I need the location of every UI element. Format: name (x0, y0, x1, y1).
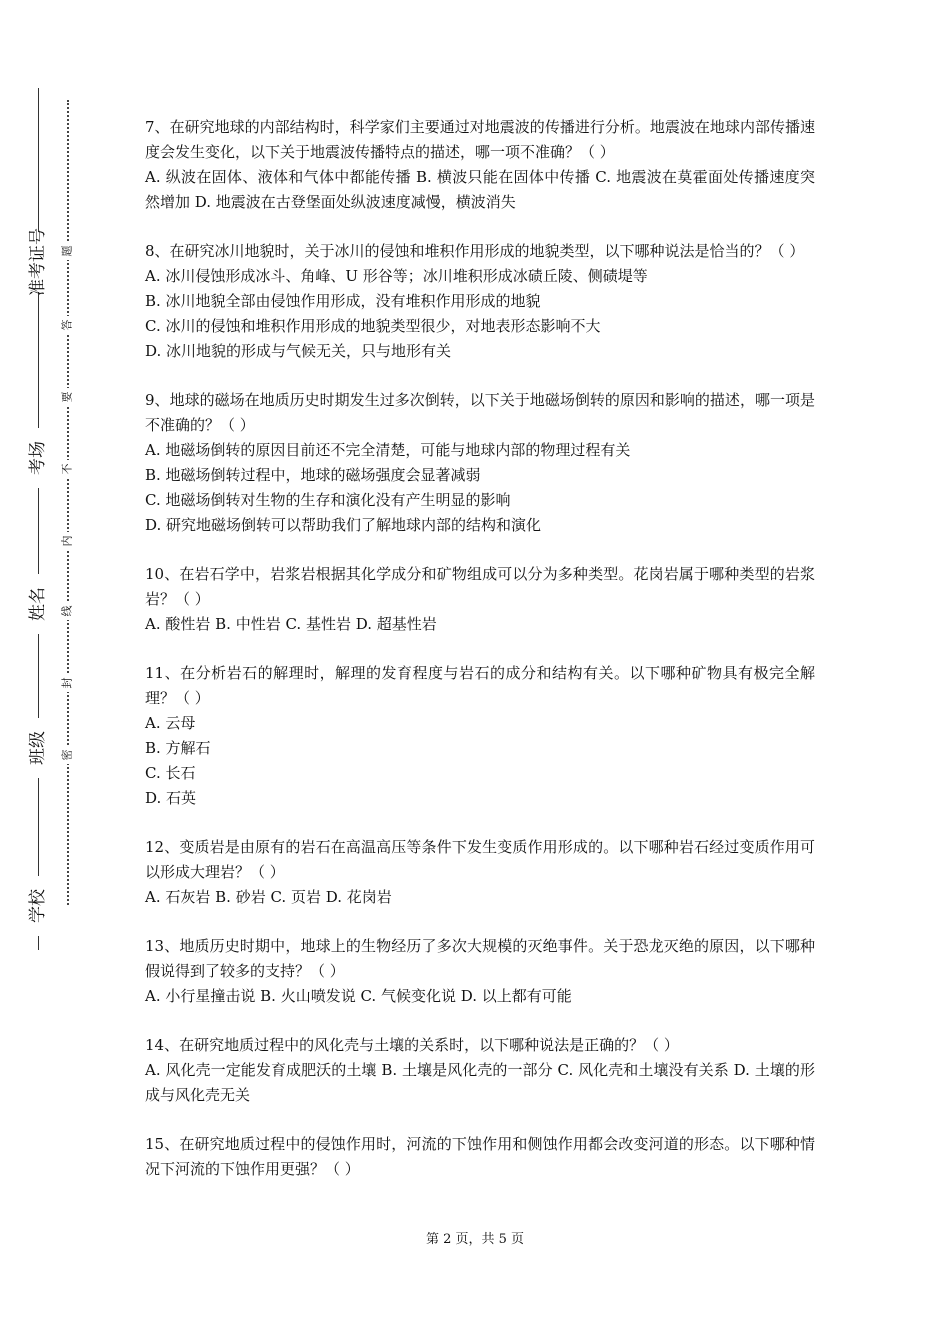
seal-char: 题 (59, 242, 75, 260)
question-options: A. 风化壳一定能发育成肥沃的土壤 B. 土壤是风化壳的一部分 C. 风化壳和土壤没有关系 D. 土壤的形成与风化壳无关 (145, 1061, 815, 1104)
question-15 (145, 1132, 815, 1182)
option-a: A. 地磁场倒转的原因目前还不完全清楚，可能与地球内部的物理过程有关 (145, 441, 631, 459)
seal-char: 密 (59, 746, 75, 764)
question-11 (145, 661, 815, 811)
option-c: C. 地磁场倒转对生物的生存和演化没有产生明显的影响 (145, 491, 511, 509)
option-a: A. 冰川侵蚀形成冰斗、角峰、U 形谷等；冰川堆积形成冰碛丘陵、侧碛堤等 (145, 267, 648, 285)
binding-solid-line (38, 88, 39, 950)
question-stem: 10、在岩石学中，岩浆岩根据其化学成分和矿物组成可以分为多种类型。花岗岩属于哪种类型的岩浆岩？（ ） (145, 565, 815, 608)
field-school: 学校 (22, 876, 54, 936)
option-d: D. 冰川地貌的形成与气候无关，只与地形有关 (145, 342, 452, 360)
question-14 (145, 1033, 815, 1108)
question-list (145, 115, 815, 1206)
question-7 (145, 115, 815, 215)
question-stem: 14、在研究地质过程中的风化壳与土壤的关系时，以下哪种说法是正确的？（ ） (145, 1036, 679, 1054)
question-options: A. 石灰岩 B. 砂岩 C. 页岩 D. 花岗岩 (145, 888, 392, 906)
question-stem: 13、地质历史时期中，地球上的生物经历了多次大规模的灭绝事件。关于恐龙灭绝的原因，以下哪种假说得到了较多的支持？（ ） (145, 937, 815, 980)
seal-char: 不 (59, 460, 75, 478)
question-8 (145, 239, 815, 364)
option-b: B. 地磁场倒转过程中，地球的磁场强度会显著减弱 (145, 466, 481, 484)
page-number: 第 2 页，共 5 页 (425, 1232, 525, 1247)
option-a: A. 云母 (145, 714, 196, 732)
question-10 (145, 562, 815, 637)
question-options: A. 酸性岩 B. 中性岩 C. 基性岩 D. 超基性岩 (145, 615, 437, 633)
question-stem: 8、在研究冰川地貌时，关于冰川的侵蚀和堆积作用形成的地貌类型，以下哪种说法是恰当的？（ ） (145, 242, 805, 260)
seal-dotted-line (67, 100, 69, 905)
question-stem: 11、在分析岩石的解理时，解理的发育程度与岩石的成分和结构有关。以下哪种矿物具有极完全解理？（ ） (145, 664, 815, 707)
field-class: 班级 (22, 718, 54, 778)
question-12 (145, 835, 815, 910)
option-b: B. 方解石 (145, 739, 211, 757)
option-c: C. 冰川的侵蚀和堆积作用形成的地貌类型很少，对地表形态影响不大 (145, 317, 601, 335)
option-b: B. 冰川地貌全部由侵蚀作用形成，没有堆积作用形成的地貌 (145, 292, 541, 310)
seal-char: 内 (59, 532, 75, 550)
question-stem: 12、变质岩是由原有的岩石在高温高压等条件下发生变质作用形成的。以下哪种岩石经过变质作用可以形成大理岩？（ ） (145, 838, 815, 881)
binding-strip (0, 0, 100, 1000)
question-stem: 7、在研究地球的内部结构时，科学家们主要通过对地震波的传播进行分析。地震波在地球内部传播速度会发生变化，以下关于地震波传播特点的描述，哪一项不准确？（ ） (145, 118, 815, 161)
question-stem: 15、在研究地质过程中的侵蚀作用时，河流的下蚀作用和侧蚀作用都会改变河道的形态。以下哪种情况下河流的下蚀作用更强？（ ） (145, 1135, 815, 1178)
option-d: D. 石英 (145, 789, 197, 807)
question-stem: 9、地球的磁场在地质历史时期发生过多次倒转，以下关于地磁场倒转的原因和影响的描述，哪一项是不准确的？（ ） (145, 391, 815, 434)
seal-char: 封 (59, 674, 75, 692)
seal-char: 要 (59, 388, 75, 406)
option-c: C. 长石 (145, 764, 196, 782)
option-d: D. 研究地磁场倒转可以帮助我们了解地球内部的结构和演化 (145, 516, 542, 534)
field-exam-room: 考场 (22, 428, 54, 488)
question-options: A. 纵波在固体、液体和气体中都能传播 B. 横波只能在固体中传播 C. 地震波在莫霍面处传播速度突然增加 D. 地震波在古登堡面处纵波速度减慢，横波消失 (145, 168, 815, 211)
question-options: A. 小行星撞击说 B. 火山喷发说 C. 气候变化说 D. 以上都有可能 (145, 987, 572, 1005)
field-exam-number: 准考证号 (22, 232, 54, 292)
seal-char: 线 (59, 602, 75, 620)
question-13 (145, 934, 815, 1009)
seal-char: 答 (59, 316, 75, 334)
field-name: 姓名 (22, 574, 54, 634)
question-9 (145, 388, 815, 538)
